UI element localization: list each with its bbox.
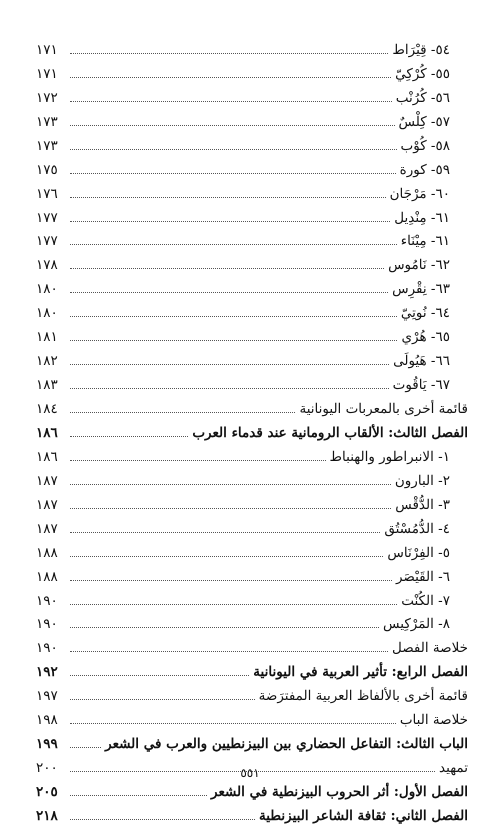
toc-entry-page-number: ١٩٨ bbox=[36, 712, 58, 729]
toc-entry bbox=[36, 369, 468, 393]
dot-leader bbox=[70, 291, 388, 293]
toc-entry-title: ٨- المَرْكِيس bbox=[383, 616, 450, 633]
dot-leader bbox=[70, 220, 390, 222]
toc-entry bbox=[36, 106, 468, 130]
toc-entry-title: ٢- البارون bbox=[394, 472, 450, 489]
toc-entry bbox=[36, 728, 468, 752]
toc-entry-page-number: ١٩٧ bbox=[36, 688, 58, 705]
page-number: ٥٥١ bbox=[240, 766, 260, 780]
toc-entry-title: ٥٧- كِلْسٌ bbox=[398, 113, 450, 130]
toc-entry-title: ٦٠- مَرْجَان bbox=[389, 185, 450, 202]
toc-entry bbox=[36, 202, 468, 226]
toc-entry-page-number: ١٩٢ bbox=[36, 664, 58, 681]
toc-entry-page-number: ٢١٨ bbox=[36, 807, 58, 824]
toc-entry bbox=[36, 585, 468, 609]
toc-entry bbox=[36, 249, 468, 273]
toc-entry-title: ٤- الدُّمُسْتُق bbox=[384, 520, 450, 537]
toc-entry bbox=[36, 561, 468, 585]
toc-entry-page-number: ١٧٧ bbox=[36, 233, 58, 250]
dot-leader bbox=[70, 100, 392, 102]
toc-entry-page-number: ١٧١ bbox=[36, 65, 58, 82]
dot-leader bbox=[70, 243, 397, 245]
table-of-contents bbox=[36, 34, 468, 824]
dot-leader bbox=[70, 148, 397, 150]
dot-leader bbox=[70, 579, 392, 581]
toc-entry-title: ٦٤- نُوتِيّ bbox=[400, 305, 450, 322]
toc-entry-page-number: ١٩٠ bbox=[36, 616, 58, 633]
dot-leader bbox=[70, 411, 295, 413]
toc-entry bbox=[36, 58, 468, 82]
toc-entry-page-number: ١٩٩ bbox=[36, 736, 58, 753]
dot-leader bbox=[70, 363, 389, 365]
toc-entry-title: ٦٥- هُرْي bbox=[401, 329, 450, 346]
toc-entry-page-number: ١٨٦ bbox=[36, 448, 58, 465]
toc-entry-page-number: ١٧٥ bbox=[36, 161, 58, 178]
toc-entry bbox=[36, 800, 468, 824]
toc-entry bbox=[36, 273, 468, 297]
toc-entry bbox=[36, 537, 468, 561]
dot-leader bbox=[70, 459, 326, 461]
dot-leader bbox=[70, 76, 391, 78]
toc-entry bbox=[36, 226, 468, 250]
toc-entry bbox=[36, 632, 468, 656]
toc-entry-title: قائمة أخرى بالمعربات اليونانية bbox=[299, 401, 468, 417]
dot-leader bbox=[70, 555, 383, 557]
toc-entry-page-number: ١٨٤ bbox=[36, 401, 58, 417]
toc-entry-page-number: ١٧٣ bbox=[36, 113, 58, 130]
dot-leader bbox=[70, 674, 249, 676]
toc-entry-title: ٥- الفِرْنَاس bbox=[387, 544, 450, 561]
toc-entry bbox=[36, 513, 468, 537]
toc-entry-page-number: ١٨١ bbox=[36, 329, 58, 346]
toc-entry-page-number: ١٧٢ bbox=[36, 89, 58, 106]
dot-leader bbox=[70, 650, 388, 652]
toc-entry-title: ٥٨- كُوْب bbox=[400, 137, 450, 154]
dot-leader bbox=[70, 507, 391, 509]
toc-entry bbox=[36, 130, 468, 154]
dot-leader bbox=[70, 435, 188, 437]
toc-entry bbox=[36, 154, 468, 178]
dot-leader bbox=[70, 124, 395, 126]
dot-leader bbox=[70, 267, 384, 269]
dot-leader bbox=[70, 315, 397, 317]
toc-entry bbox=[36, 609, 468, 633]
dot-leader bbox=[70, 52, 388, 54]
toc-entry-page-number: ١٨٦ bbox=[36, 424, 58, 441]
dot-leader bbox=[70, 603, 397, 605]
toc-entry-title: الباب الثالث: التفاعل الحضاري بين البيزنطيين والعرب في الشعر bbox=[105, 736, 468, 753]
toc-entry-title: ٦٦- هَيُولَى bbox=[393, 353, 450, 370]
toc-entry-page-number: ١٨٣ bbox=[36, 377, 58, 394]
toc-entry-page-number: ١٧١ bbox=[36, 41, 58, 58]
toc-entry bbox=[36, 345, 468, 369]
toc-entry-title: ٦- القَيْصَر bbox=[395, 568, 450, 585]
dot-leader bbox=[70, 387, 389, 389]
toc-entry-title: ١- الانبراطور والهنباط bbox=[329, 448, 450, 465]
toc-entry-title: الفصل الأول: أثر الحروب البيزنطية في الشعر bbox=[211, 784, 468, 800]
dot-leader bbox=[70, 339, 397, 341]
toc-entry-title: ٥٤- قِيْرَاط bbox=[392, 41, 450, 58]
dot-leader bbox=[70, 483, 391, 485]
toc-entry bbox=[36, 680, 468, 704]
toc-entry-title: الفصل الرابع: تأثير العربية في اليونانية bbox=[253, 664, 468, 681]
toc-entry-page-number: ١٧٨ bbox=[36, 257, 58, 274]
toc-entry-page-number: ١٨٧ bbox=[36, 472, 58, 489]
toc-entry bbox=[36, 321, 468, 345]
toc-entry bbox=[36, 417, 468, 441]
toc-entry bbox=[36, 465, 468, 489]
toc-entry bbox=[36, 489, 468, 513]
toc-entry-title: الفصل الثالث: الألقاب الرومانية عند قدماء العرب bbox=[192, 424, 468, 441]
toc-entry-title: قائمة أخرى بالألفاظ العربية المفترَضة bbox=[258, 688, 468, 705]
toc-entry-page-number: ١٨٨ bbox=[36, 544, 58, 561]
toc-entry-page-number: ١٧٧ bbox=[36, 209, 58, 226]
toc-entry-title: ٦٣- نِقْرِس bbox=[392, 281, 450, 298]
toc-entry-title: ٥٦- كُرُنْب bbox=[395, 89, 450, 106]
toc-entry-title: الفصل الثاني: ثقافة الشاعر البيزنطية bbox=[259, 807, 468, 824]
dot-leader bbox=[70, 794, 207, 796]
toc-entry-title: خلاصة الباب bbox=[399, 712, 468, 729]
toc-entry-page-number: ١٩٠ bbox=[36, 640, 58, 657]
dot-leader bbox=[70, 698, 255, 700]
dot-leader bbox=[70, 818, 255, 820]
dot-leader bbox=[70, 626, 379, 628]
toc-entry-page-number: ١٨٨ bbox=[36, 568, 58, 585]
toc-entry bbox=[36, 297, 468, 321]
toc-entry-title: ٧- الكُنْت bbox=[401, 592, 450, 609]
toc-entry-page-number: ١٩٠ bbox=[36, 592, 58, 609]
toc-entry-title: ٦٧- يَاقُوت bbox=[392, 377, 450, 394]
dot-leader bbox=[70, 172, 396, 174]
dot-leader bbox=[70, 196, 386, 198]
toc-entry-title: ٦١- مِيْنَاء bbox=[400, 233, 450, 250]
toc-entry-page-number: ١٨٠ bbox=[36, 305, 58, 322]
toc-entry bbox=[36, 704, 468, 728]
toc-entry-page-number: ١٨٧ bbox=[36, 496, 58, 513]
toc-entry-title: ٦٢- نَامُوس bbox=[388, 257, 450, 274]
dot-leader bbox=[70, 722, 396, 724]
toc-entry-title: تمهيد bbox=[439, 760, 468, 777]
toc-entry-title: خلاصة الفصل bbox=[391, 640, 468, 657]
toc-entry-title: ٥٥- كُرْكِيّ bbox=[395, 65, 450, 82]
toc-entry bbox=[36, 34, 468, 58]
toc-entry-page-number: ١٨٠ bbox=[36, 281, 58, 298]
toc-entry bbox=[36, 393, 468, 417]
toc-entry-page-number: ٢٠٠ bbox=[36, 760, 58, 777]
toc-entry-title: ٦١- مِنْدِيل bbox=[394, 209, 450, 226]
toc-entry bbox=[36, 656, 468, 680]
toc-entry bbox=[36, 441, 468, 465]
dot-leader bbox=[70, 746, 101, 748]
toc-entry bbox=[36, 178, 468, 202]
toc-entry-page-number: ٢٠٥ bbox=[36, 784, 58, 800]
toc-entry bbox=[36, 82, 468, 106]
toc-entry-page-number: ١٨٢ bbox=[36, 353, 58, 370]
toc-entry-title: ٣- الدُّقْس bbox=[395, 496, 450, 513]
dot-leader bbox=[70, 531, 380, 533]
toc-entry-title: ٥٩- كورة bbox=[399, 161, 450, 178]
toc-entry-page-number: ١٧٣ bbox=[36, 137, 58, 154]
toc-entry-page-number: ١٧٦ bbox=[36, 185, 58, 202]
toc-entry-page-number: ١٨٧ bbox=[36, 520, 58, 537]
